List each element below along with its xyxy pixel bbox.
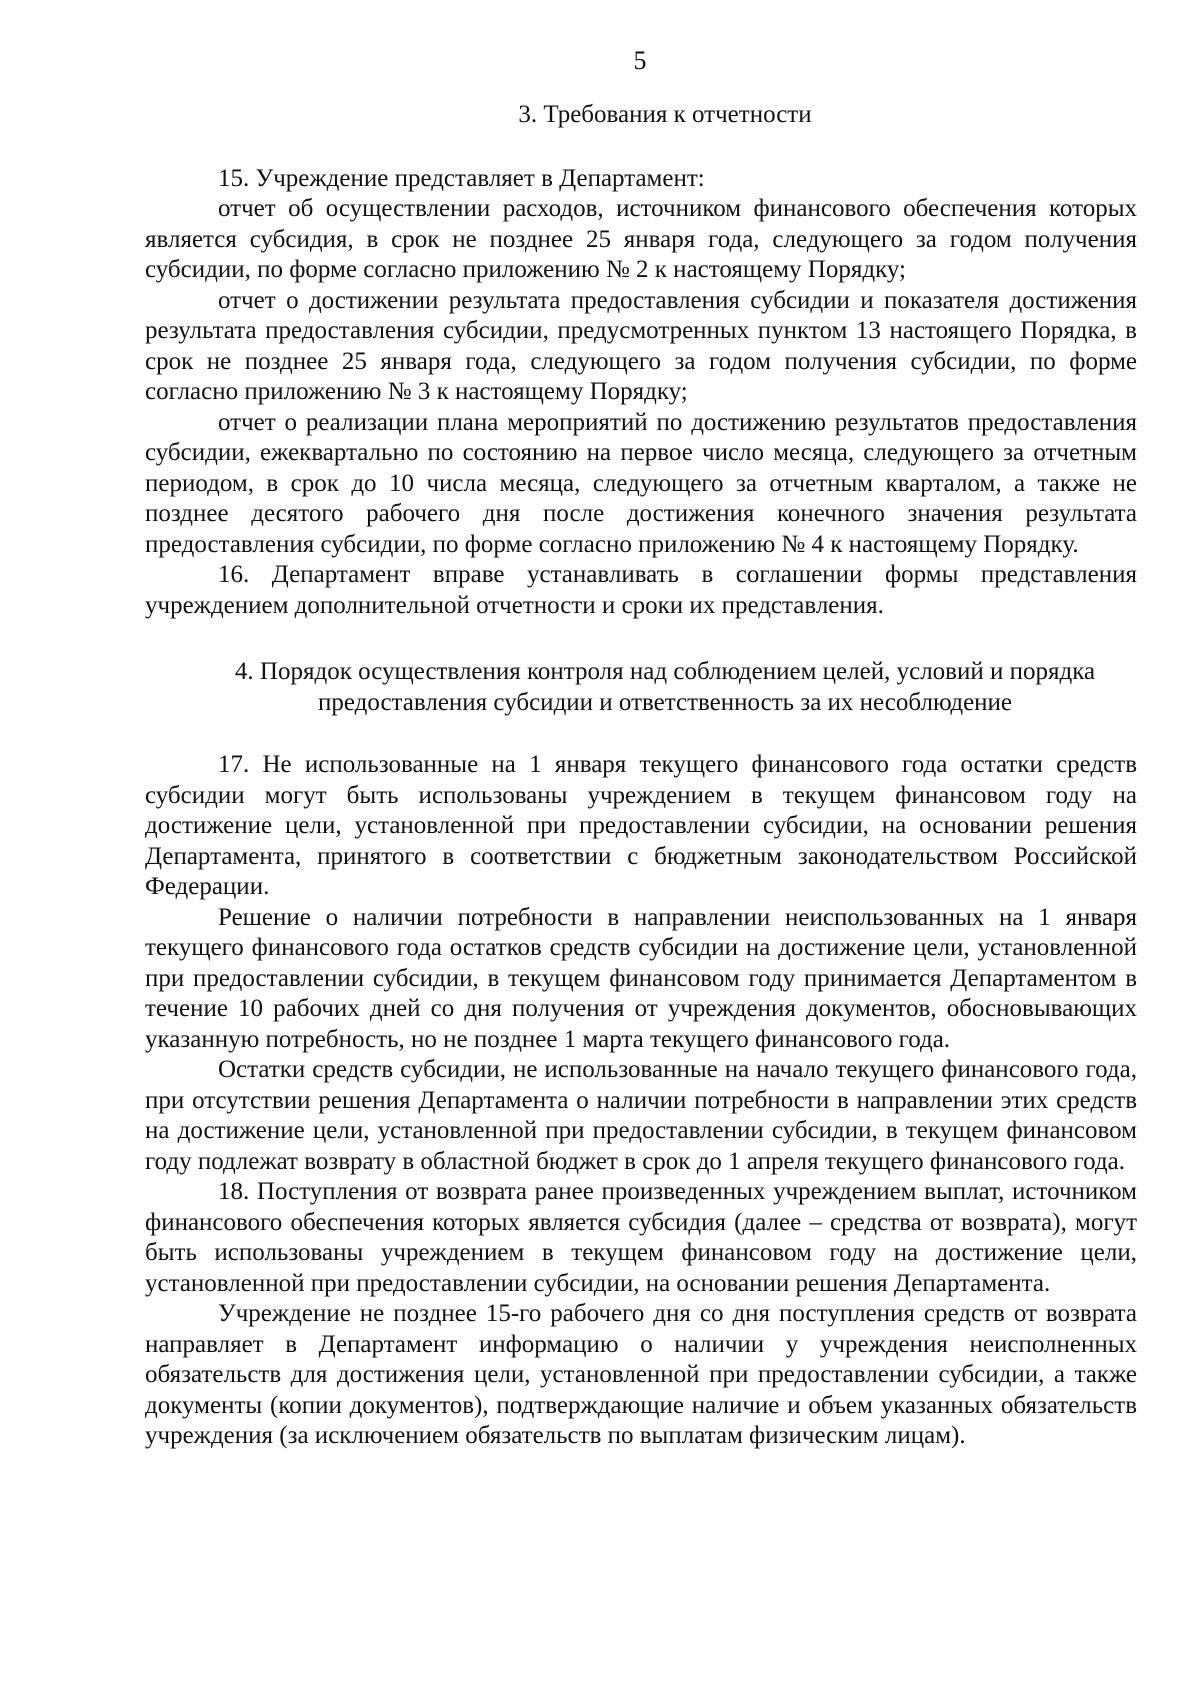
section-4 <box>145 657 1137 1452</box>
paragraph-15-expense-report: отчет об осуществлении расходов, источником финансового обеспечения которых является субсидия, в срок не позднее 25 января года, следующего за годом получения субсидии, по форме согласно приложению № 2 к настоящему Порядку; <box>145 195 1137 283</box>
paragraph-17: 17. Не использованные на 1 января текущего финансового года остатки средств субсидии могут быть использованы учреждением в текущем финансовом году на достижение цели, установленной при предоставлении субсидии, на основании решения Департамента, принятого в соответствии с бюджетным законодательством Российской Федерации. <box>145 751 1137 900</box>
paragraph-17-decision: Решение о наличии потребности в направлении неиспользованных на 1 января текущего финансового года остатков средств субсидии на достижение цели, установленной при предоставлении субсидии, в текущем финансовом году принимается Департаментом в течение 10 рабочих дней со дня получения от учреждения документов, обосновывающих указанную потребность, но не позднее 1 марта текущего финансового года. <box>145 903 1137 1053</box>
paragraph-17-remainder-return: Остатки средств субсидии, не использованные на начало текущего финансового года, при отсутствии решения Департамента о наличии потребности в направлении этих средств на достижение цели, установленной при предоставлении субсидии, в текущем финансовом году подлежат возврату в областной бюджет в срок до 1 апреля текущего финансового года. <box>145 1056 1137 1175</box>
paragraph-18: 18. Поступления от возврата ранее произведенных учреждением выплат, источником финансового обеспечения которых является субсидия (далее – средства от возврата), могут быть использованы учреждением в текущем финансовом году на достижение цели, установленной при предоставлении субсидии, на основании решения Департамента. <box>145 1178 1137 1297</box>
section-heading-line: предоставления субсидии и ответственность за их несоблюдение <box>317 688 1013 716</box>
section-heading-line: 4. Порядок осуществления контроля над соблюдением целей, условий и порядка <box>234 658 1096 685</box>
section-heading: 3. Требования к отчетности <box>518 101 812 128</box>
paragraph-15-result-report: отчет о достижении результата предоставления субсидии и показателя достижения результата предоставления субсидии, предусмотренных пунктом 13 настоящего Порядка, в срок не позднее 25 января года, следующего за годом получения субсидии, по форме согласно приложению № 3 к настоящему Порядку; <box>145 286 1137 405</box>
page-number: 5 <box>633 46 647 75</box>
section-3 <box>145 100 1137 621</box>
section-heading <box>145 657 1137 718</box>
paragraph-15-plan-report: отчет о реализации плана мероприятий по достижению результатов предоставления субсидии, ежеквартально по состоянию на первое число месяца, следующего за отчетным периодом, в срок до 10 числа месяца, следующего за отчетным кварталом, а также не позднее десятого рабочего дня после достижения конечного значения результата предоставления субсидии, по форме согласно приложению № 4 к настоящему Порядку. <box>145 408 1137 558</box>
paragraph-16: 16. Департамент вправе устанавливать в соглашении формы представления учреждением дополнительной отчетности и сроки их представления. <box>145 561 1137 619</box>
paragraph-15: 15. Учреждение представляет в Департамент: <box>218 164 705 192</box>
paragraph-18-institution-info: Учреждение не позднее 15-го рабочего дня со дня поступления средств от возврата направляет в Департамент информацию о наличии у учреждения неисполненных обязательств для достижения цели, установленной при предоставлении субсидии, а также документы (копии документов), подтверждающие наличие и объем указанных обязательств учреждения (за исключением обязательств по выплатам физическим лицам). <box>145 1300 1137 1449</box>
document-body <box>145 100 1137 1452</box>
